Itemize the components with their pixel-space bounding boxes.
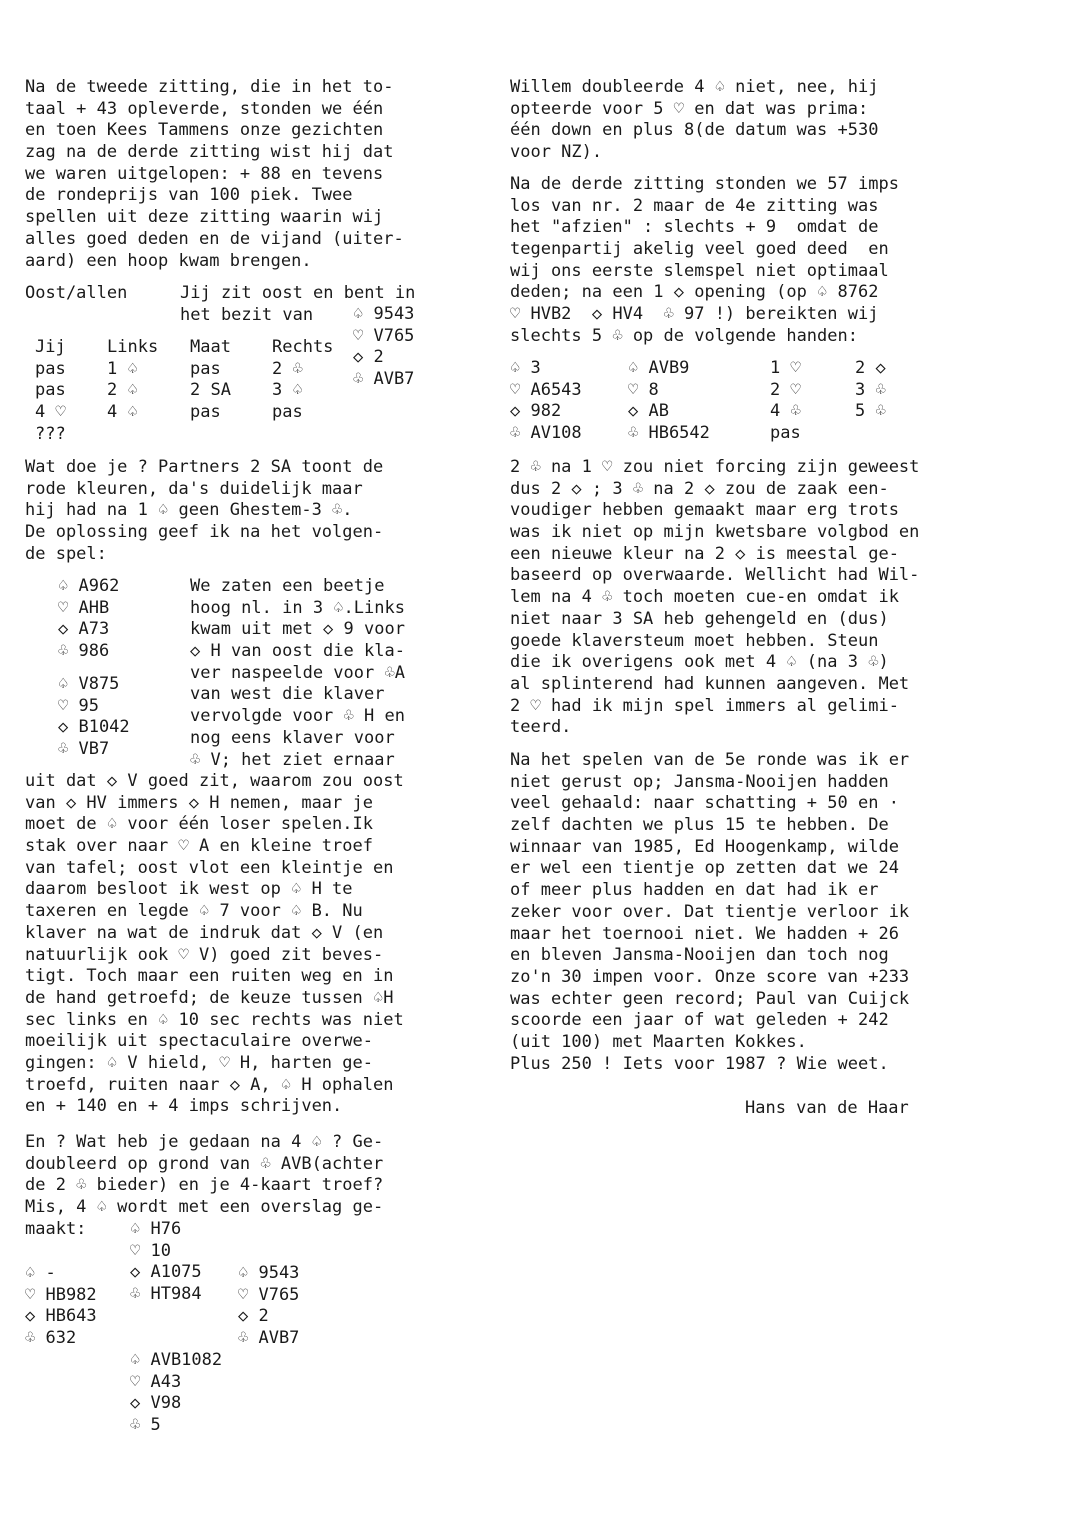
auction-row (35, 402, 352, 424)
text-line: lem na 4 ♧ toch moeten cue-en omdat ik (510, 587, 899, 608)
auction-bid: pas (190, 402, 221, 423)
auction-row (35, 380, 352, 402)
auction-header: Maat (190, 337, 231, 357)
diagram-south (130, 1350, 222, 1437)
auction-bid: 1 ♤ (107, 358, 138, 379)
text-line: de 2 ♧ bieder) en je 4-kaart troef? (25, 1175, 384, 1196)
text-line: rode kleuren, da's duidelijk maar (25, 478, 363, 499)
auction-bid: pas (190, 358, 221, 379)
bid-line: 1 ♡ (770, 358, 801, 378)
text-line: hoog nl. in 3 ♤.Links (190, 597, 405, 618)
text-line: het "afzien" : slechts + 9 omdat de (510, 217, 879, 238)
auction-bid: pas (272, 402, 303, 423)
slam-hand-east (628, 358, 710, 445)
hand-suit-line: ◇ AB (628, 401, 669, 422)
hand-suit-line: ◇ A1075 (130, 1262, 202, 1283)
hand-suit-line: ◇ A73 (58, 619, 110, 640)
hand-suit-line: ♡ AHB (58, 597, 110, 618)
hand-suit-line: ♧ AV108 (510, 423, 582, 444)
right-paragraph-3 (510, 457, 919, 739)
bid-line: 2 ◇ (855, 358, 886, 378)
text-line: zelf dachten we plus 15 te hebben. De (510, 815, 889, 836)
text-line: van west die klaver (190, 684, 385, 705)
text-line: 2 ♡ had ik mijn spel immers al gelimi- (510, 695, 899, 716)
hand-suit-line: ◇ V98 (130, 1393, 182, 1414)
text-line: van ◇ HV immers ◇ H nemen, maar je (25, 792, 373, 813)
hand-suit-line: ♤ H76 (130, 1219, 182, 1239)
hand-suit-line: ♤ - (25, 1263, 56, 1283)
signature: Hans van de Haar (745, 1098, 909, 1118)
text-line: wij ons eerste slemspel niet optimaal (510, 260, 889, 281)
text-line: veel gehaald: naar schatting + 50 en · (510, 793, 899, 814)
text-line: De oplossing geef ik na het volgen- (25, 522, 384, 543)
text-line: ♡ HVB2 ◇ HV4 ♧ 97 !) bereikten wij (510, 304, 879, 325)
text-line: maar het toernooi niet. We hadden + 26 (510, 923, 899, 944)
text-line: daarom besloot ik west op ♤ H te (25, 879, 353, 900)
problem-header: Oost/allen (25, 283, 128, 303)
hand-suit-line: ◇ HB643 (25, 1306, 97, 1327)
auction-row (35, 424, 352, 446)
text-line: aard) een hoop kwam brengen. (25, 250, 312, 271)
text-line: teerd. (510, 717, 572, 738)
text-line: natuurlijk ook ♡ V) goed zit beves- (25, 944, 384, 965)
text-line: de rondeprijs van 100 piek. Twee (25, 185, 353, 206)
text-line: er wel een tientje op zetten dat we 24 (510, 858, 899, 879)
text-line: tegenpartij akelig veel goed deed en (510, 239, 889, 260)
text-line: die ik overigens ook met 4 ♤ (na 3 ♧) (510, 652, 889, 673)
text-line: Plus 250 ! Iets voor 1987 ? Wie weet. (510, 1053, 889, 1074)
text-line: goede klaversteum moet hebben. Steun (510, 630, 879, 651)
auction-bid: ??? (35, 423, 66, 444)
diagram-north (130, 1219, 202, 1306)
auction-bid: 3 ♤ (272, 380, 303, 401)
slam-hand-west (510, 358, 582, 445)
text-line: niet gerust op; Jansma-Nooijen hadden (510, 771, 889, 792)
text-line: dus 2 ◇ ; 3 ♧ na 2 ◇ zou de zaak een- (510, 478, 889, 499)
hand-suit-line: ♡ 10 (130, 1240, 171, 1261)
text-line: van tafel; oost vlot een kleintje en (25, 857, 394, 878)
text-line: Wat doe je ? Partners 2 SA toont de (25, 457, 384, 477)
text-line: voudiger hebben gemaakt maar erg trots (510, 500, 899, 521)
hand-suit-line: ♧ 632 (25, 1328, 77, 1349)
hand-suit-line: ♤ A962 (58, 576, 120, 596)
text-line: het bezit van (180, 304, 314, 325)
text-line: los van nr. 2 maar de 4e zitting was (510, 195, 879, 216)
text-line: al splinterend had kunnen aangeven. Met (510, 673, 910, 694)
text-line: klaver na wat de indruk dat ◇ V (en (25, 922, 384, 943)
text-line: 2 ♧ na 1 ♡ zou niet forcing zijn geweest (510, 457, 920, 477)
auction-bid (107, 424, 190, 446)
auction-bid: 2 ♧ (272, 358, 303, 379)
text-line: hij had na 1 ♤ geen Ghestem-3 ♧. (25, 500, 353, 521)
deal-side-text (190, 576, 405, 771)
text-line: winnaar van 1985, Ed Hoogenkamp, wilde (510, 836, 899, 857)
auction-bid: 4 ♤ (107, 402, 138, 423)
text-line: baseerd op overwaarde. Wellicht had Wil- (510, 565, 920, 586)
text-line: Na de derde zitting stonden we 57 imps (510, 174, 899, 194)
bid-line (855, 423, 886, 445)
problem-hand (353, 304, 414, 391)
auction-bid: 4 ♡ (35, 402, 66, 423)
bid-line: 4 ♧ (770, 401, 801, 422)
diagram-east (238, 1263, 299, 1350)
text-line: kwam uit met ◇ 9 voor (190, 619, 405, 640)
text-line: was echter geen record; Paul van Cuijck (510, 988, 910, 1009)
text-line: stak over naar ♡ A en kleine troef (25, 836, 373, 857)
text-line: taal + 43 opleverde, stonden we één (25, 98, 384, 119)
auction-table (35, 337, 352, 446)
right-paragraph-4 (510, 750, 909, 1075)
hand-suit-line: ♡ 8 (628, 379, 659, 400)
hand-suit-line: ♤ 9543 (238, 1263, 300, 1283)
hand-suit-line: ♡ 95 (58, 695, 99, 716)
text-line: zo'n 30 impen voor. Onze score van +233 (510, 966, 910, 987)
text-line: deden; na een 1 ◇ opening (op ♤ 8762 (510, 282, 879, 303)
hand-suit-line: ♡ A6543 (510, 379, 582, 400)
text-line: spellen uit deze zitting waarin wij (25, 207, 384, 228)
text-line: of meer plus hadden en dat had ik er (510, 880, 879, 901)
hand-suit-line: ♡ HB982 (25, 1284, 97, 1305)
auction-header-row (35, 337, 352, 359)
text-line: en toen Kees Tammens onze gezichten (25, 120, 384, 141)
hand-suit-line: ♤ AVB1082 (130, 1350, 223, 1370)
hand-suit-line: ♧ HB6542 (628, 423, 710, 444)
text-line: een nieuwe kleur na 2 ◇ is meestal ge- (510, 543, 899, 564)
text-line: En ? Wat heb je gedaan na 4 ♤ ? Ge- (25, 1132, 384, 1152)
hand-suit-line: ♤ 3 (510, 358, 541, 378)
auction-header: Links (107, 337, 159, 357)
text-line: Na het spelen van de 5e ronde was ik er (510, 750, 910, 770)
text-line: de spel: (25, 543, 107, 564)
auction-bid: 2 SA (190, 380, 231, 401)
auction-header: Jij (35, 337, 66, 357)
slam-bids-right (855, 358, 886, 445)
hand-suit-line: ♧ VB7 (58, 739, 110, 760)
bid-line: pas (770, 423, 801, 444)
text-line: opteerde voor 5 ♡ en dat was prima: (510, 98, 869, 119)
text-line: taxeren en legde ♤ 7 voor ♤ B. Nu (25, 901, 363, 922)
hand-suit-line: ♧ 986 (58, 641, 110, 662)
auction-row (35, 359, 352, 381)
hand-suit-line: ♡ V765 (238, 1284, 300, 1305)
text-line: We zaten een beetje (190, 576, 385, 596)
hand-suit-line: ♧ 5 (130, 1415, 161, 1436)
bid-line: 3 ♧ (855, 379, 886, 400)
text-line: was ik niet op mijn kwetsbare volgbod en (510, 522, 920, 543)
text-line: Mis, 4 ♤ wordt met een overslag ge- (25, 1197, 384, 1218)
hand-suit-line: ◇ 982 (510, 401, 562, 422)
hand-suit-line: ◇ 2 (353, 347, 384, 368)
diagram-west (25, 1263, 97, 1350)
text-line: voor NZ). (510, 142, 603, 163)
hand-suit-line: ♤ V875 (58, 674, 120, 694)
right-paragraph-1 (510, 77, 878, 164)
hand-suit-line: ◇ B1042 (58, 717, 130, 738)
hand-suit-line: ◇ 2 (238, 1306, 269, 1327)
auction-bid (190, 424, 272, 446)
text-line: alles goed deden en de vijand (uiter- (25, 228, 404, 249)
text-line: Na de tweede zitting, die in het to- (25, 77, 394, 97)
hand-suit-line: ♡ A43 (130, 1371, 182, 1392)
hand-suit-line: ♤ 9543 (353, 304, 415, 324)
auction-bid: pas (35, 380, 66, 401)
text-line: en + 140 en + 4 imps schrijven. (25, 1096, 343, 1117)
hand-suit-line: ♧ AVB7 (353, 369, 415, 390)
bid-line: 2 ♡ (770, 379, 801, 400)
text-line: Jij zit oost en bent in (180, 283, 416, 303)
text-line: zeker voor over. Dat tientje verloor ik (510, 901, 910, 922)
text-line: tigt. Toch maar een ruiten weg en in (25, 966, 394, 987)
text-line: we waren uitgelopen: + 88 en tevens (25, 163, 384, 184)
text-line: troefd, ruiten naar ◇ A, ♤ H ophalen (25, 1074, 394, 1095)
hand-suit-line: ♡ V765 (353, 325, 415, 346)
hand-suit-line: ♧ AVB7 (238, 1328, 300, 1349)
text-line: vervolgde voor ♧ H en (190, 706, 405, 727)
text-line: niet naar 3 SA heb gehengeld en (dus) (510, 608, 889, 629)
text-line: zag na de derde zitting wist hij dat (25, 142, 394, 163)
deal-hand-north (58, 576, 119, 663)
slam-bids-left (770, 358, 801, 445)
text-line: scoorde een jaar of wat geleden + 242 (510, 1010, 889, 1031)
text-line: slechts 5 ♧ op de volgende handen: (510, 325, 858, 346)
text-line: uit dat ◇ V goed zit, waarom zou oost (25, 771, 404, 791)
hand-suit-line: ♤ AVB9 (628, 358, 690, 378)
text-line: nog eens klaver voor (190, 727, 395, 748)
text-line: moeilijk uit spectaculaire overwe- (25, 1031, 373, 1052)
right-paragraph-2 (510, 174, 899, 348)
text-line: de hand getroefd; de keuze tussen ♤H (25, 987, 394, 1008)
auction-bid (272, 424, 352, 446)
hand-suit-line: ♧ HT984 (130, 1284, 202, 1305)
text-line: ◇ H van oost die kla- (190, 641, 405, 662)
text-line: gingen: ♤ V hield, ♡ H, harten ge- (25, 1052, 373, 1073)
intro-paragraph (25, 77, 404, 272)
text-line: doubleerd op grond van ♧ AVB(achter (25, 1153, 384, 1174)
bid-line: 5 ♧ (855, 401, 886, 422)
text-line: ♧ V; het ziet ernaar (190, 749, 395, 770)
text-line: moet de ♤ voor één loser spelen.Ik (25, 814, 373, 835)
deal-hand-south (58, 674, 130, 761)
auction-bid: 2 ♤ (107, 380, 138, 401)
auction-header: Rechts (272, 337, 334, 357)
text-line: ver naspeelde voor ♧A (190, 662, 405, 683)
text-line: (uit 100) met Maarten Kokkes. (510, 1031, 807, 1052)
text-line: Willem doubleerde 4 ♤ niet, nee, hij (510, 77, 879, 97)
play-paragraph (25, 771, 404, 1118)
text-line: en bleven Jansma-Nooijen dan toch nog (510, 945, 889, 966)
question-paragraph (25, 457, 383, 565)
text-line: één down en plus 8(de datum was +530 (510, 120, 879, 141)
text-line: sec links en ♤ 10 sec rechts was niet (25, 1009, 404, 1030)
answer-paragraph (25, 1132, 383, 1219)
answer-last-word: maakt: (25, 1219, 87, 1239)
auction-bid: pas (35, 358, 66, 379)
